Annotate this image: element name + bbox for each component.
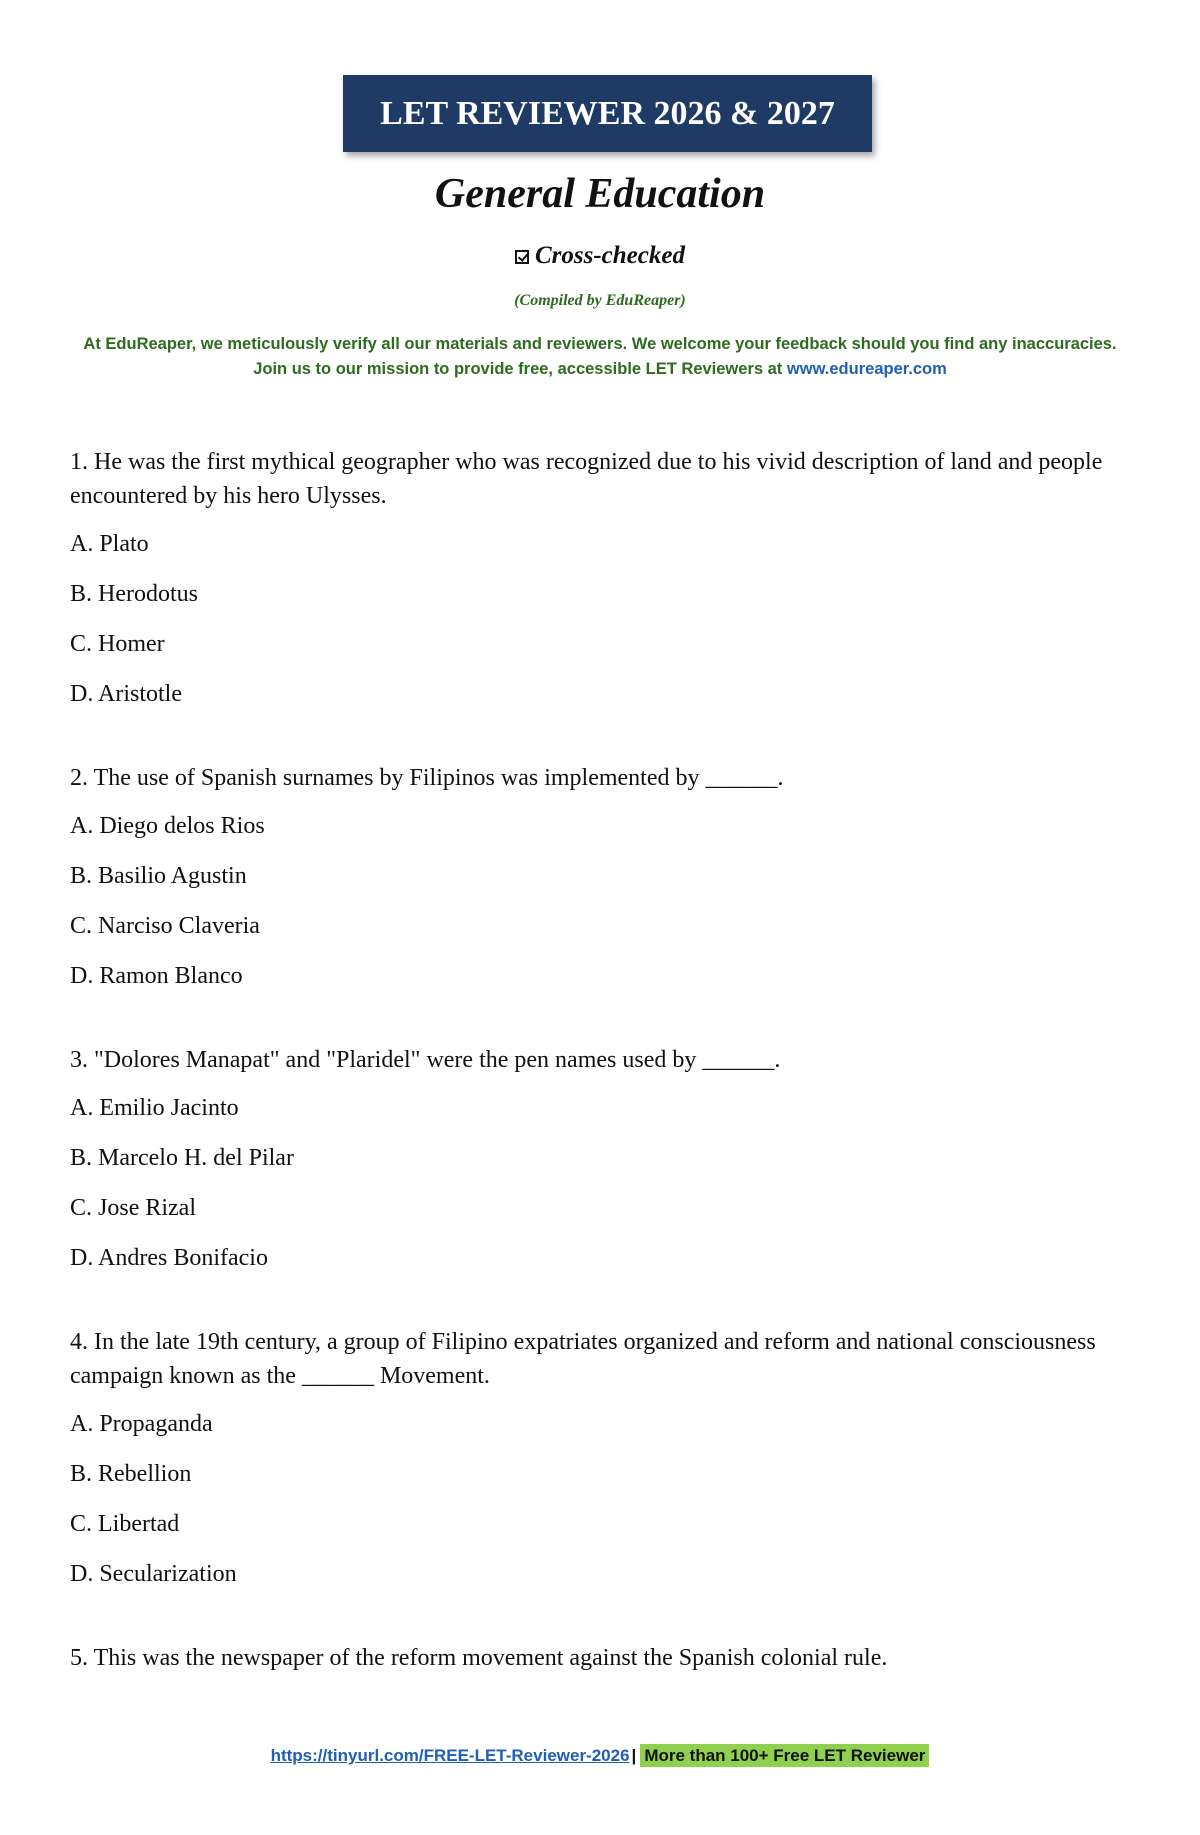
question-text: 3. "Dolores Manapat" and "Plaridel" were the pen names used by ______. bbox=[70, 1047, 781, 1073]
answer-option: B. Herodotus bbox=[70, 581, 198, 607]
question-block bbox=[70, 1325, 1140, 1591]
checkbox-icon bbox=[515, 250, 529, 264]
footer-separator: | bbox=[631, 1746, 637, 1765]
compiled-by: (Compiled by EduReaper) bbox=[514, 292, 686, 309]
question-text: 4. In the late 19th century, a group of Filipino expatriates organized and reform and national consciousness campaign known as the ______ Movement. bbox=[70, 1329, 1096, 1389]
answer-option: D. Secularization bbox=[70, 1561, 237, 1587]
answer-option: B. Rebellion bbox=[70, 1461, 192, 1487]
answer-option: A. Emilio Jacinto bbox=[70, 1095, 239, 1121]
question-block bbox=[70, 761, 1140, 993]
answer-option: C. Narciso Claveria bbox=[70, 913, 260, 939]
answer-option: C. Jose Rizal bbox=[70, 1195, 196, 1221]
page-title: General Education bbox=[434, 171, 766, 217]
notice-paragraph bbox=[80, 332, 1120, 382]
answer-option: B. Basilio Agustin bbox=[70, 863, 247, 889]
question-text: 1. He was the first mythical geographer who was recognized due to his vivid description of land and people encountered by his hero Ulysses. bbox=[70, 449, 1103, 509]
banner-title: LET REVIEWER 2026 & 2027 bbox=[380, 94, 835, 132]
answer-option: A. Propaganda bbox=[70, 1411, 213, 1437]
cross-checked-label: Cross-checked bbox=[535, 242, 685, 269]
question-block bbox=[70, 445, 1140, 711]
answer-option: D. Ramon Blanco bbox=[70, 963, 243, 989]
website-link[interactable]: www.edureaper.com bbox=[786, 360, 947, 378]
page-footer bbox=[0, 1746, 1200, 1766]
notice-text: At EduReaper, we meticulously verify all our materials and reviewers. We welcome your feedback should you find any inaccuracies. Join us to our mission to provide free, accessible LET Reviewers at bbox=[83, 335, 1117, 378]
answer-option: A. Plato bbox=[70, 531, 149, 557]
question-block bbox=[70, 1641, 1140, 1675]
answer-option: D. Aristotle bbox=[70, 681, 182, 707]
promo-badge: More than 100+ Free LET Reviewer bbox=[640, 1744, 929, 1767]
reviewer-banner bbox=[343, 75, 872, 152]
questions-list bbox=[70, 445, 1140, 1725]
question-text: 5. This was the newspaper of the reform movement against the Spanish colonial rule. bbox=[70, 1645, 888, 1671]
answer-option: A. Diego delos Rios bbox=[70, 813, 265, 839]
question-block bbox=[70, 1043, 1140, 1275]
answer-option: B. Marcelo H. del Pilar bbox=[70, 1145, 294, 1171]
question-text: 2. The use of Spanish surnames by Filipinos was implemented by ______. bbox=[70, 765, 784, 791]
answer-option: C. Libertad bbox=[70, 1511, 180, 1537]
footer-link[interactable]: https://tinyurl.com/FREE-LET-Reviewer-2026 bbox=[270, 1746, 630, 1765]
answer-option: D. Andres Bonifacio bbox=[70, 1245, 268, 1271]
answer-option: C. Homer bbox=[70, 631, 165, 657]
cross-checked-row bbox=[0, 242, 1200, 270]
